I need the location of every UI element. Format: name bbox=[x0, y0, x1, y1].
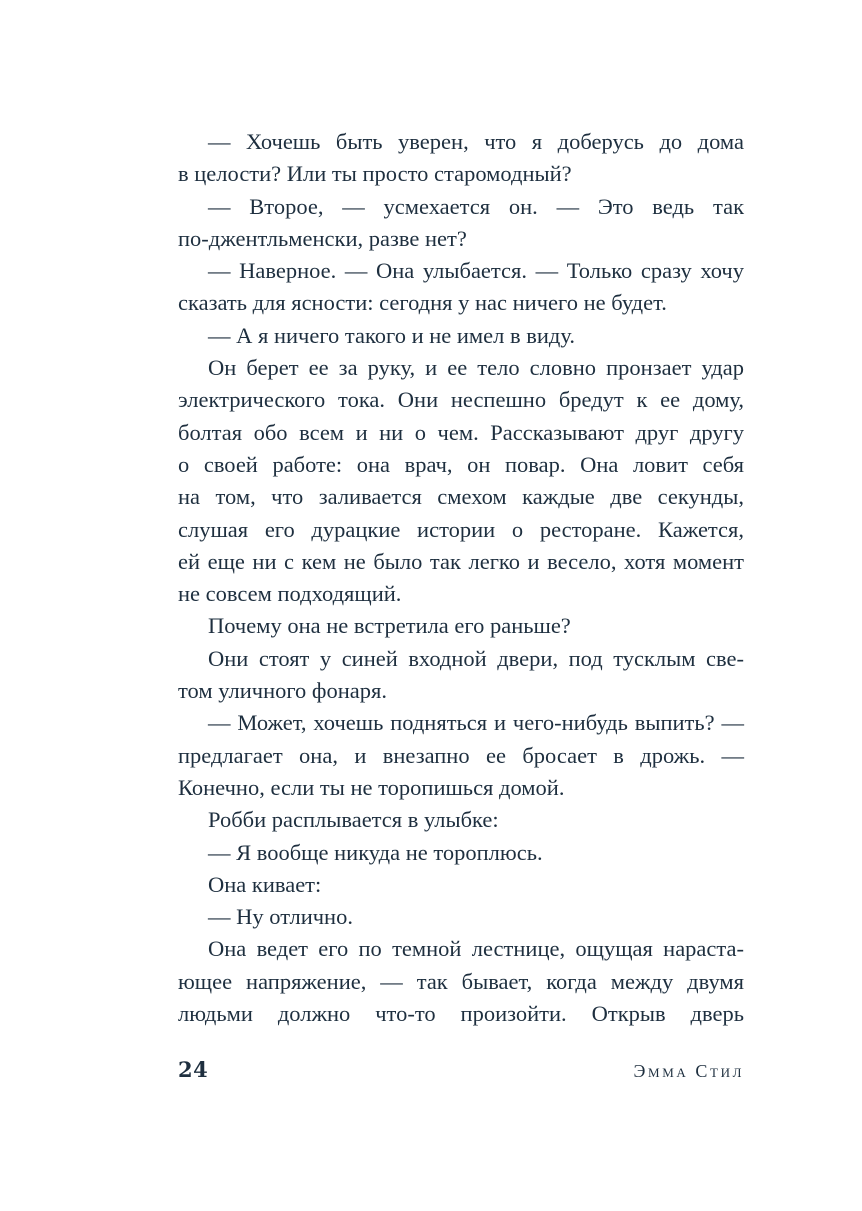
text-line: Конечно, если ты не торопишься домой. bbox=[178, 774, 565, 800]
text-line: Они стоят у синей входной двери, под тусклым све- bbox=[208, 645, 744, 671]
text-line: Она кивает: bbox=[208, 871, 322, 897]
text-line: в целости? Или ты просто старомодный? bbox=[178, 161, 572, 187]
text-line: по-джентльменски, разве нет? bbox=[178, 225, 467, 251]
text-line: — Ну отлично. bbox=[208, 904, 353, 930]
text-line: электрического тока. Они неспешно бредут к ее дому, bbox=[178, 387, 744, 413]
text-line: о своей работе: она врач, он повар. Она ловит себя bbox=[178, 451, 744, 477]
text-line: на том, что заливается смехом каждые две секунды, bbox=[178, 484, 744, 510]
running-footer-author: Эмма Стил bbox=[633, 1061, 744, 1081]
text-line: Почему она не встретила его раньше? bbox=[208, 613, 571, 639]
text-line: ей еще ни с кем не было так легко и весело, хотя момент bbox=[178, 548, 744, 574]
text-line: Робби расплывается в улыбке: bbox=[208, 807, 499, 833]
text-line: сказать для ясности: сегодня у нас ничего не будет. bbox=[178, 290, 667, 316]
text-line: — Может, хочешь подняться и чего-нибудь выпить? — bbox=[208, 710, 744, 736]
text-line: Он берет ее за руку, и ее тело словно пронзает удар bbox=[208, 355, 744, 381]
page-number: 24 bbox=[178, 1057, 209, 1082]
text-line: ющее напряжение, — так бывает, когда между двумя bbox=[178, 968, 744, 994]
text-line: слушая его дурацкие истории о ресторане. Кажется, bbox=[178, 516, 744, 542]
text-line: предлагает она, и внезапно ее бросает в дрожь. — bbox=[178, 742, 744, 768]
body-text bbox=[178, 126, 744, 1030]
text-line: — А я ничего такого и не имел в виду. bbox=[208, 322, 575, 348]
text-line: — Я вообще никуда не тороплюсь. bbox=[208, 839, 543, 865]
page-footer bbox=[178, 1056, 744, 1084]
text-line: болтая обо всем и ни о чем. Рассказывают друг другу bbox=[178, 419, 744, 445]
text-line: Она ведет его по темной лестнице, ощущая нараста- bbox=[208, 936, 744, 962]
text-line: том уличного фонаря. bbox=[178, 678, 387, 704]
text-line: — Хочешь быть уверен, что я доберусь до дома bbox=[208, 129, 744, 154]
text-line: — Второе, — усмехается он. — Это ведь так bbox=[208, 193, 744, 219]
text-line: — Наверное. — Она улыбается. — Только сразу хочу bbox=[208, 258, 744, 284]
text-line: не совсем подходящий. bbox=[178, 581, 402, 607]
text-line: людьми должно что-то произойти. Открыв дверь bbox=[178, 1001, 744, 1027]
